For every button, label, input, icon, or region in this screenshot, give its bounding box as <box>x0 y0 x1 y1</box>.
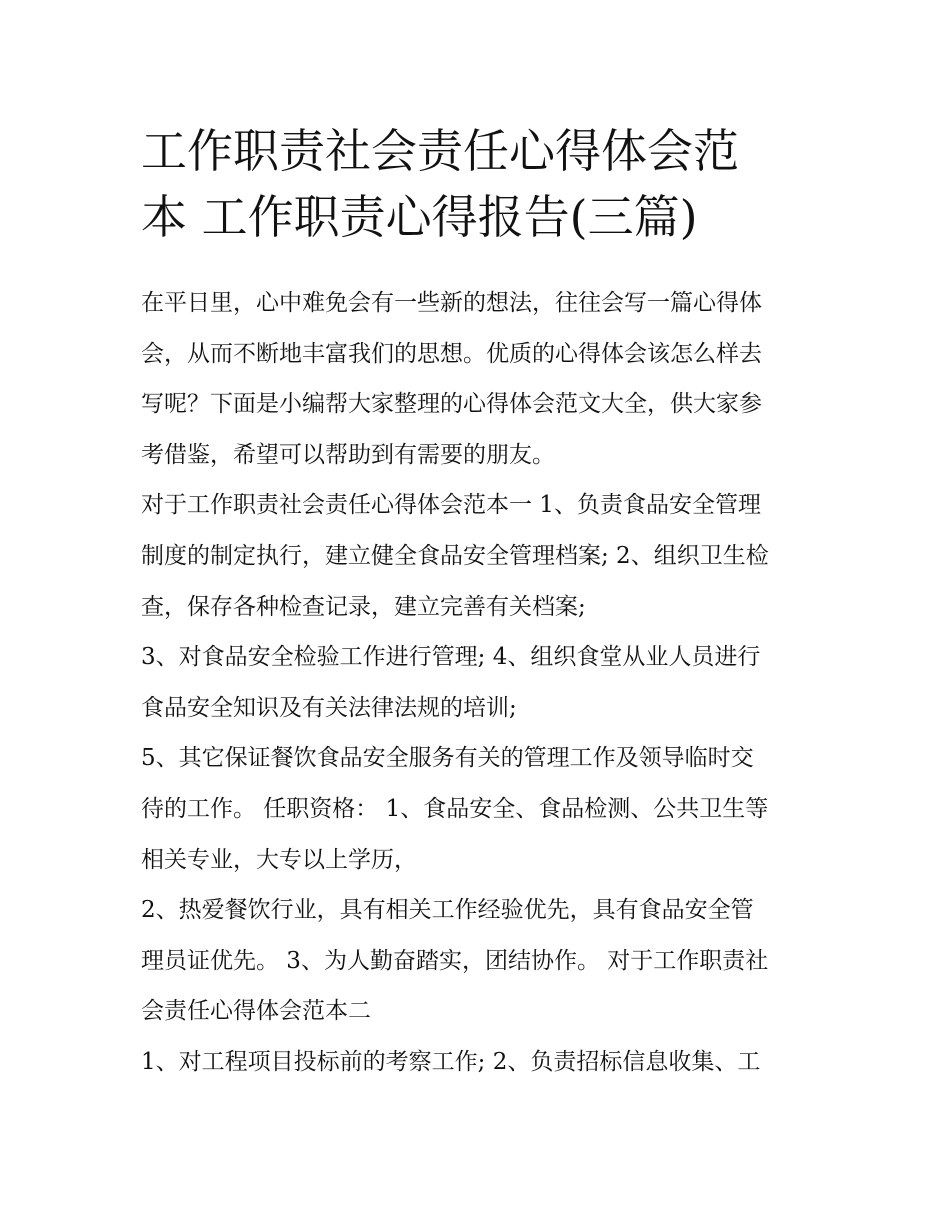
body-line: 会，从而不断地丰富我们的思想。优质的心得体会该怎么样去 <box>141 340 762 367</box>
document-title <box>141 118 821 250</box>
body-line: 会责任心得体会范本二 <box>141 998 371 1025</box>
body-line: 在平日里，心中难免会有一些新的想法，往往会写一篇心得体 <box>141 290 762 316</box>
body-line: 1、对工程项目投标前的考察工作; 2、负责招标信息收集、工 <box>141 1048 761 1075</box>
body-line: 对于工作职责社会责任心得体会范本一 1、负责食品安全管理 <box>141 492 761 519</box>
body-line: 查，保存各种检查记录，建立完善有关档案; <box>141 593 586 620</box>
body-line: 考借鉴，希望可以帮助到有需要的朋友。 <box>141 441 555 468</box>
body-line: 相关专业，大专以上学历， <box>141 846 417 873</box>
body-line: 食品安全知识及有关法律法规的培训; <box>141 694 517 721</box>
body-line: 3、对食品安全检验工作进行管理; 4、组织食堂从业人员进行 <box>141 644 761 671</box>
body-line: 2、热爱餐饮行业，具有相关工作经验优先，具有食品安全管 <box>141 897 754 924</box>
title-line: 工作职责社会责任心得体会范 <box>141 124 739 178</box>
body-line: 待的工作。 任职资格： 1、食品安全、食品检测、公共卫生等 <box>141 795 769 822</box>
body-line: 理员证优先。 3、为人勤奋踏实，团结协作。 对于工作职责社 <box>141 947 769 974</box>
document-body <box>141 278 821 1088</box>
body-line: 写呢？下面是小编帮大家整理的心得体会范文大全，供大家参 <box>141 391 762 418</box>
body-line: 制度的制定执行，建立健全食品安全管理档案; 2、组织卫生检 <box>141 542 769 569</box>
title-line: 本 工作职责心得报告(三篇) <box>141 190 698 244</box>
body-line: 5、其它保证餐饮食品安全服务有关的管理工作及领导临时交 <box>141 745 754 772</box>
